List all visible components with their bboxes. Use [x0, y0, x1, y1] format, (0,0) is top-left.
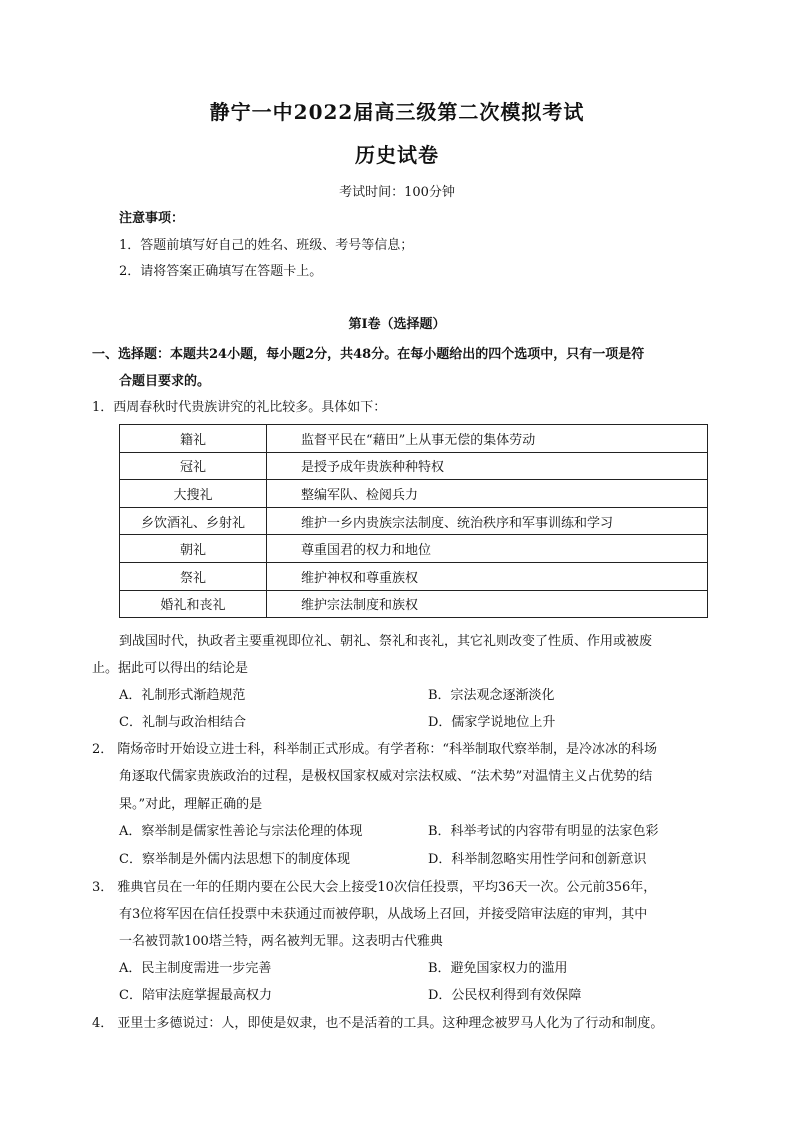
question-2-option-b: B．科举考试的内容带有明显的法家色彩 — [428, 824, 659, 839]
rite-name: 朝礼 — [120, 535, 267, 563]
table-row — [120, 590, 708, 618]
table-row — [120, 535, 708, 563]
question-1-after-2: 止。据此可以得出的结论是 — [92, 661, 249, 676]
rite-name: 乡饮酒礼、乡射礼 — [120, 507, 267, 535]
rite-name: 婚礼和丧礼 — [120, 590, 267, 618]
exam-title: 静宁一中2022届高三级第二次模拟考试 — [209, 100, 585, 124]
question-1-stem: 1．西周春秋时代贵族讲究的礼比较多。具体如下： — [92, 400, 387, 415]
question-1-option-c: C．礼制与政治相结合 — [119, 715, 246, 730]
question-2-option-a: A．察举制是儒家性善论与宗法伦理的体现 — [119, 824, 363, 839]
table-row — [120, 480, 708, 508]
section-instruction-1: 一、选择题：本题共24小题，每小题2分，共48分。在每小题给出的四个选项中，只有一项是符 — [92, 347, 645, 362]
question-1-option-b: B．宗法观念逐渐淡化 — [428, 688, 555, 703]
table-row — [120, 425, 708, 453]
question-2-line-2: 角逐取代儒家贵族政治的过程，是极权国家权威对宗法权威、“法术势”对温情主义占优势的结 — [119, 769, 653, 784]
rite-name: 祭礼 — [120, 562, 267, 590]
exam-time: 考试时间：100分钟 — [339, 185, 455, 200]
question-1-option-d: D．儒家学说地位上升 — [428, 715, 556, 730]
rite-description: 是授予成年贵族种种特权 — [267, 452, 708, 480]
question-3-option-d: D．公民权利得到有效保障 — [428, 988, 582, 1003]
question-3-option-a: A．民主制度需进一步完善 — [119, 961, 272, 976]
rite-description: 监督平民在“藉田”上从事无偿的集体劳动 — [267, 425, 708, 453]
question-4-line-1: 4． 亚里士多德说过：人，即使是奴隶，也不是活着的工具。这种理念被罗马人化为了行动和制度。 — [92, 1016, 664, 1031]
question-2-option-c: C．察举制是外儒内法思想下的制度体现 — [119, 852, 350, 867]
table-row — [120, 452, 708, 480]
question-2-line-1: 2． 隋炀帝时开始设立进士科，科举制正式形成。有学者称：“科举制取代察举制，是冷冰冰的科场 — [92, 742, 658, 757]
section-title: 第I卷（选择题） — [348, 317, 446, 332]
question-3-line-1: 3． 雅典官员在一年的任期内要在公民大会上接受10次信任投票，平均36天一次。公元前356年， — [92, 880, 657, 895]
question-2-option-d: D．科举制忽略实用性学问和创新意识 — [428, 852, 647, 867]
question-3-line-3: 一名被罚款100塔兰特，两名被判无罪。这表明古代雅典 — [119, 934, 443, 949]
question-3-option-c: C．陪审法庭掌握最高权力 — [119, 988, 272, 1003]
subject-title: 历史试卷 — [355, 143, 439, 167]
rite-description: 维护一乡内贵族宗法制度、统治秩序和军事训练和学习 — [267, 507, 708, 535]
table-row — [120, 562, 708, 590]
notice-heading: 注意事项： — [119, 211, 185, 226]
rites-table — [119, 424, 708, 618]
notice-item-1: 1．答题前填写好自己的姓名、班级、考号等信息； — [119, 238, 414, 253]
question-1-after-1: 到战国时代，执政者主要重视即位礼、朝礼、祭礼和丧礼，其它礼则改变了性质、作用或被废 — [119, 634, 653, 649]
rite-description: 尊重国君的权力和地位 — [267, 535, 708, 563]
table-row — [120, 507, 708, 535]
question-1-option-a: A．礼制形式渐趋规范 — [119, 688, 246, 703]
rite-name: 冠礼 — [120, 452, 267, 480]
notice-item-2: 2．请将答案正确填写在答题卡上。 — [119, 264, 323, 279]
question-2-line-3: 果。”对此，理解正确的是 — [119, 797, 263, 812]
rite-name: 大搜礼 — [120, 480, 267, 508]
question-3-option-b: B．避免国家权力的滥用 — [428, 961, 568, 976]
rite-description: 维护宗法制度和族权 — [267, 590, 708, 618]
rite-description: 整编军队、检阅兵力 — [267, 480, 708, 508]
rite-description: 维护神权和尊重族权 — [267, 562, 708, 590]
section-instruction-2: 合题目要求的。 — [119, 374, 211, 389]
question-3-line-2: 有3位将军因在信任投票中未获通过而被停职，从战场上召回，并接受陪审法庭的审判，其中 — [119, 907, 648, 922]
rite-name: 籍礼 — [120, 425, 267, 453]
